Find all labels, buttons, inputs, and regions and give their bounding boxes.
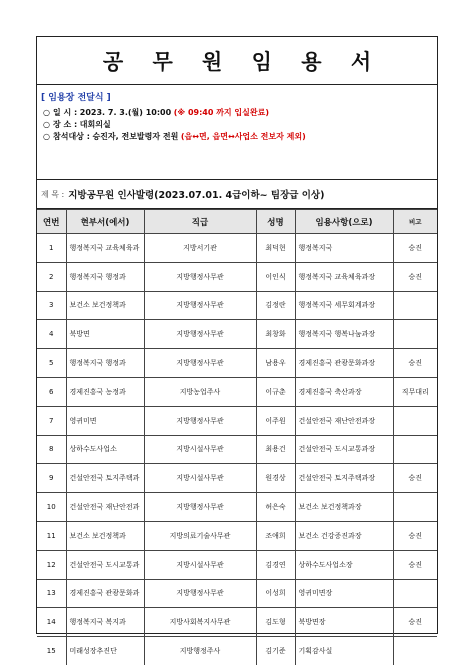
name-cell: 김기준 [256,637,295,666]
name-cell: 조애희 [256,521,295,550]
ceremony-info [37,85,437,180]
name-cell: 최덕현 [256,234,295,263]
ceremony-heading: [ 임용장 전달식 ] [41,93,111,103]
circle-bullet-icon: ○ [43,108,50,117]
rank-cell: 지방행정사무관 [144,579,256,608]
appointment-cell: 행정복지국 행복나눔과장 [295,320,393,349]
rank-cell: 지방시설사무관 [144,435,256,464]
note-cell [393,435,437,464]
row-number-cell: 12 [37,550,66,579]
from-department-cell: 행정복지국 교육체육과 [66,234,144,263]
from-department-cell: 행정복지국 행정과 [66,349,144,378]
name-cell: 원경상 [256,464,295,493]
column-header: 성명 [256,210,295,234]
name-cell: 이성희 [256,579,295,608]
table-row [37,234,437,263]
from-department-cell: 상하수도사업소 [66,435,144,464]
row-number-cell: 4 [37,320,66,349]
date-note: (※ 09:40 까지 입실완료) [173,108,269,117]
row-number-cell: 3 [37,291,66,320]
attendees-note: (읍↔면, 읍면↔사업소 전보자 제외) [180,132,306,141]
row-number-cell: 7 [37,406,66,435]
row-number-cell: 6 [37,377,66,406]
row-number-cell: 5 [37,349,66,378]
row-number-cell: 10 [37,493,66,522]
from-department-cell: 행정복지국 복지과 [66,608,144,637]
appointment-cell: 경제진흥국 관광문화과장 [295,349,393,378]
table-row [37,406,437,435]
appointment-cell: 행정복지국 세무회계과장 [295,291,393,320]
appointment-cell: 건설안전국 재난안전과장 [295,406,393,435]
table-row [37,349,437,378]
name-cell: 이규춘 [256,377,295,406]
appointment-table [37,209,437,665]
ceremony-date-row [41,107,437,119]
note-cell [393,637,437,666]
row-number-cell: 8 [37,435,66,464]
note-cell: 승진 [393,262,437,291]
name-cell: 최용건 [256,435,295,464]
note-cell: 승진 [393,234,437,263]
rank-cell: 지방농업주사 [144,377,256,406]
appointment-cell: 보건소 보건정책과장 [295,493,393,522]
rank-cell: 지방행정사무관 [144,262,256,291]
row-number-cell: 2 [37,262,66,291]
note-cell [393,406,437,435]
rank-cell: 지방시설사무관 [144,550,256,579]
table-row [37,464,437,493]
table-row [37,435,437,464]
from-department-cell: 건설안전국 재난안전과 [66,493,144,522]
from-department-cell: 북방면 [66,320,144,349]
rank-cell: 지방행정사무관 [144,320,256,349]
subject-value: 지방공무원 인사발령(2023.07.01. 4급이하~ 팀장급 이상) [68,190,325,201]
appointment-cell: 상하수도사업소장 [295,550,393,579]
from-department-cell: 보건소 보건정책과 [66,521,144,550]
name-cell: 김도형 [256,608,295,637]
from-department-cell: 영귀미면 [66,406,144,435]
note-cell [393,579,437,608]
row-number-cell: 1 [37,234,66,263]
rank-cell: 지방행정사무관 [144,291,256,320]
note-cell: 승진 [393,521,437,550]
place-value: 대회의실 [79,120,111,129]
title-box [37,37,437,85]
attendees-value: 승진자, 전보발령자 전원 [92,132,179,141]
table-row [37,493,437,522]
appointment-document [36,36,438,656]
rank-cell: 지방시설사무관 [144,464,256,493]
name-cell: 최창화 [256,320,295,349]
note-cell: 승진 [393,349,437,378]
appointment-cell: 영귀미면장 [295,579,393,608]
rank-cell: 지방서기관 [144,234,256,263]
ceremony-attendees-row [41,131,437,143]
page-title: 공 무 원 임 용 서 [102,48,383,74]
name-cell: 이인식 [256,262,295,291]
row-number-cell: 9 [37,464,66,493]
rank-cell: 지방행정사무관 [144,406,256,435]
from-department-cell: 건설안전국 토지주택과 [66,464,144,493]
circle-bullet-icon: ○ [43,132,50,141]
appointment-cell: 기획감사실 [295,637,393,666]
date-label: 일 시 : [53,108,78,117]
place-label: 장 소 : [53,120,78,129]
name-cell: 허은숙 [256,493,295,522]
appointment-cell: 보건소 건강증진과장 [295,521,393,550]
appointment-cell: 건설안전국 도시교통과장 [295,435,393,464]
appointment-cell: 행정복지국 교육체육과장 [295,262,393,291]
name-cell: 김경연 [256,550,295,579]
column-header: 현부서(에서) [66,210,144,234]
subject-label: 제 목 : [41,189,65,199]
rank-cell: 지방사회복지사무관 [144,608,256,637]
subject-line [37,180,437,209]
note-cell: 직무대리 [393,377,437,406]
appointment-cell: 행정복지국 [295,234,393,263]
row-number-cell: 15 [37,637,66,666]
from-department-cell: 경제진흥국 농정과 [66,377,144,406]
date-value: 2023. 7. 3.(월) 10:00 [79,108,172,117]
table-row [37,550,437,579]
column-header: 직급 [144,210,256,234]
table-row [37,521,437,550]
name-cell: 이주원 [256,406,295,435]
column-header: 연번 [37,210,66,234]
table-row [37,291,437,320]
from-department-cell: 행정복지국 행정과 [66,262,144,291]
table-row [37,377,437,406]
attendees-label: 참석대상 : [53,132,90,141]
row-number-cell: 11 [37,521,66,550]
from-department-cell: 경제진흥국 관광문화과 [66,579,144,608]
table-row [37,579,437,608]
table-row [37,608,437,637]
name-cell: 남용우 [256,349,295,378]
table-row [37,637,437,666]
row-number-cell: 14 [37,608,66,637]
rank-cell: 지방의료기술사무관 [144,521,256,550]
table-row [37,320,437,349]
note-cell [393,493,437,522]
from-department-cell: 미래성장추진단 [66,637,144,666]
appointment-cell: 북방면장 [295,608,393,637]
column-header: 비고 [393,210,437,234]
note-cell: 승진 [393,550,437,579]
appointment-cell: 건설안전국 토지주택과장 [295,464,393,493]
from-department-cell: 건설안전국 도시교통과 [66,550,144,579]
table-row [37,262,437,291]
circle-bullet-icon: ○ [43,120,50,129]
note-cell: 승진 [393,608,437,637]
rank-cell: 지방행정사무관 [144,493,256,522]
note-cell [393,320,437,349]
column-header: 임용사항(으로) [295,210,393,234]
rank-cell: 지방행정주사 [144,637,256,666]
row-number-cell: 13 [37,579,66,608]
note-cell [393,291,437,320]
from-department-cell: 보건소 보건정책과 [66,291,144,320]
name-cell: 김정란 [256,291,295,320]
note-cell: 승진 [393,464,437,493]
appointment-cell: 경제진흥국 축산과장 [295,377,393,406]
ceremony-place-row [41,119,437,131]
rank-cell: 지방행정사무관 [144,349,256,378]
table-header-row [37,210,437,234]
